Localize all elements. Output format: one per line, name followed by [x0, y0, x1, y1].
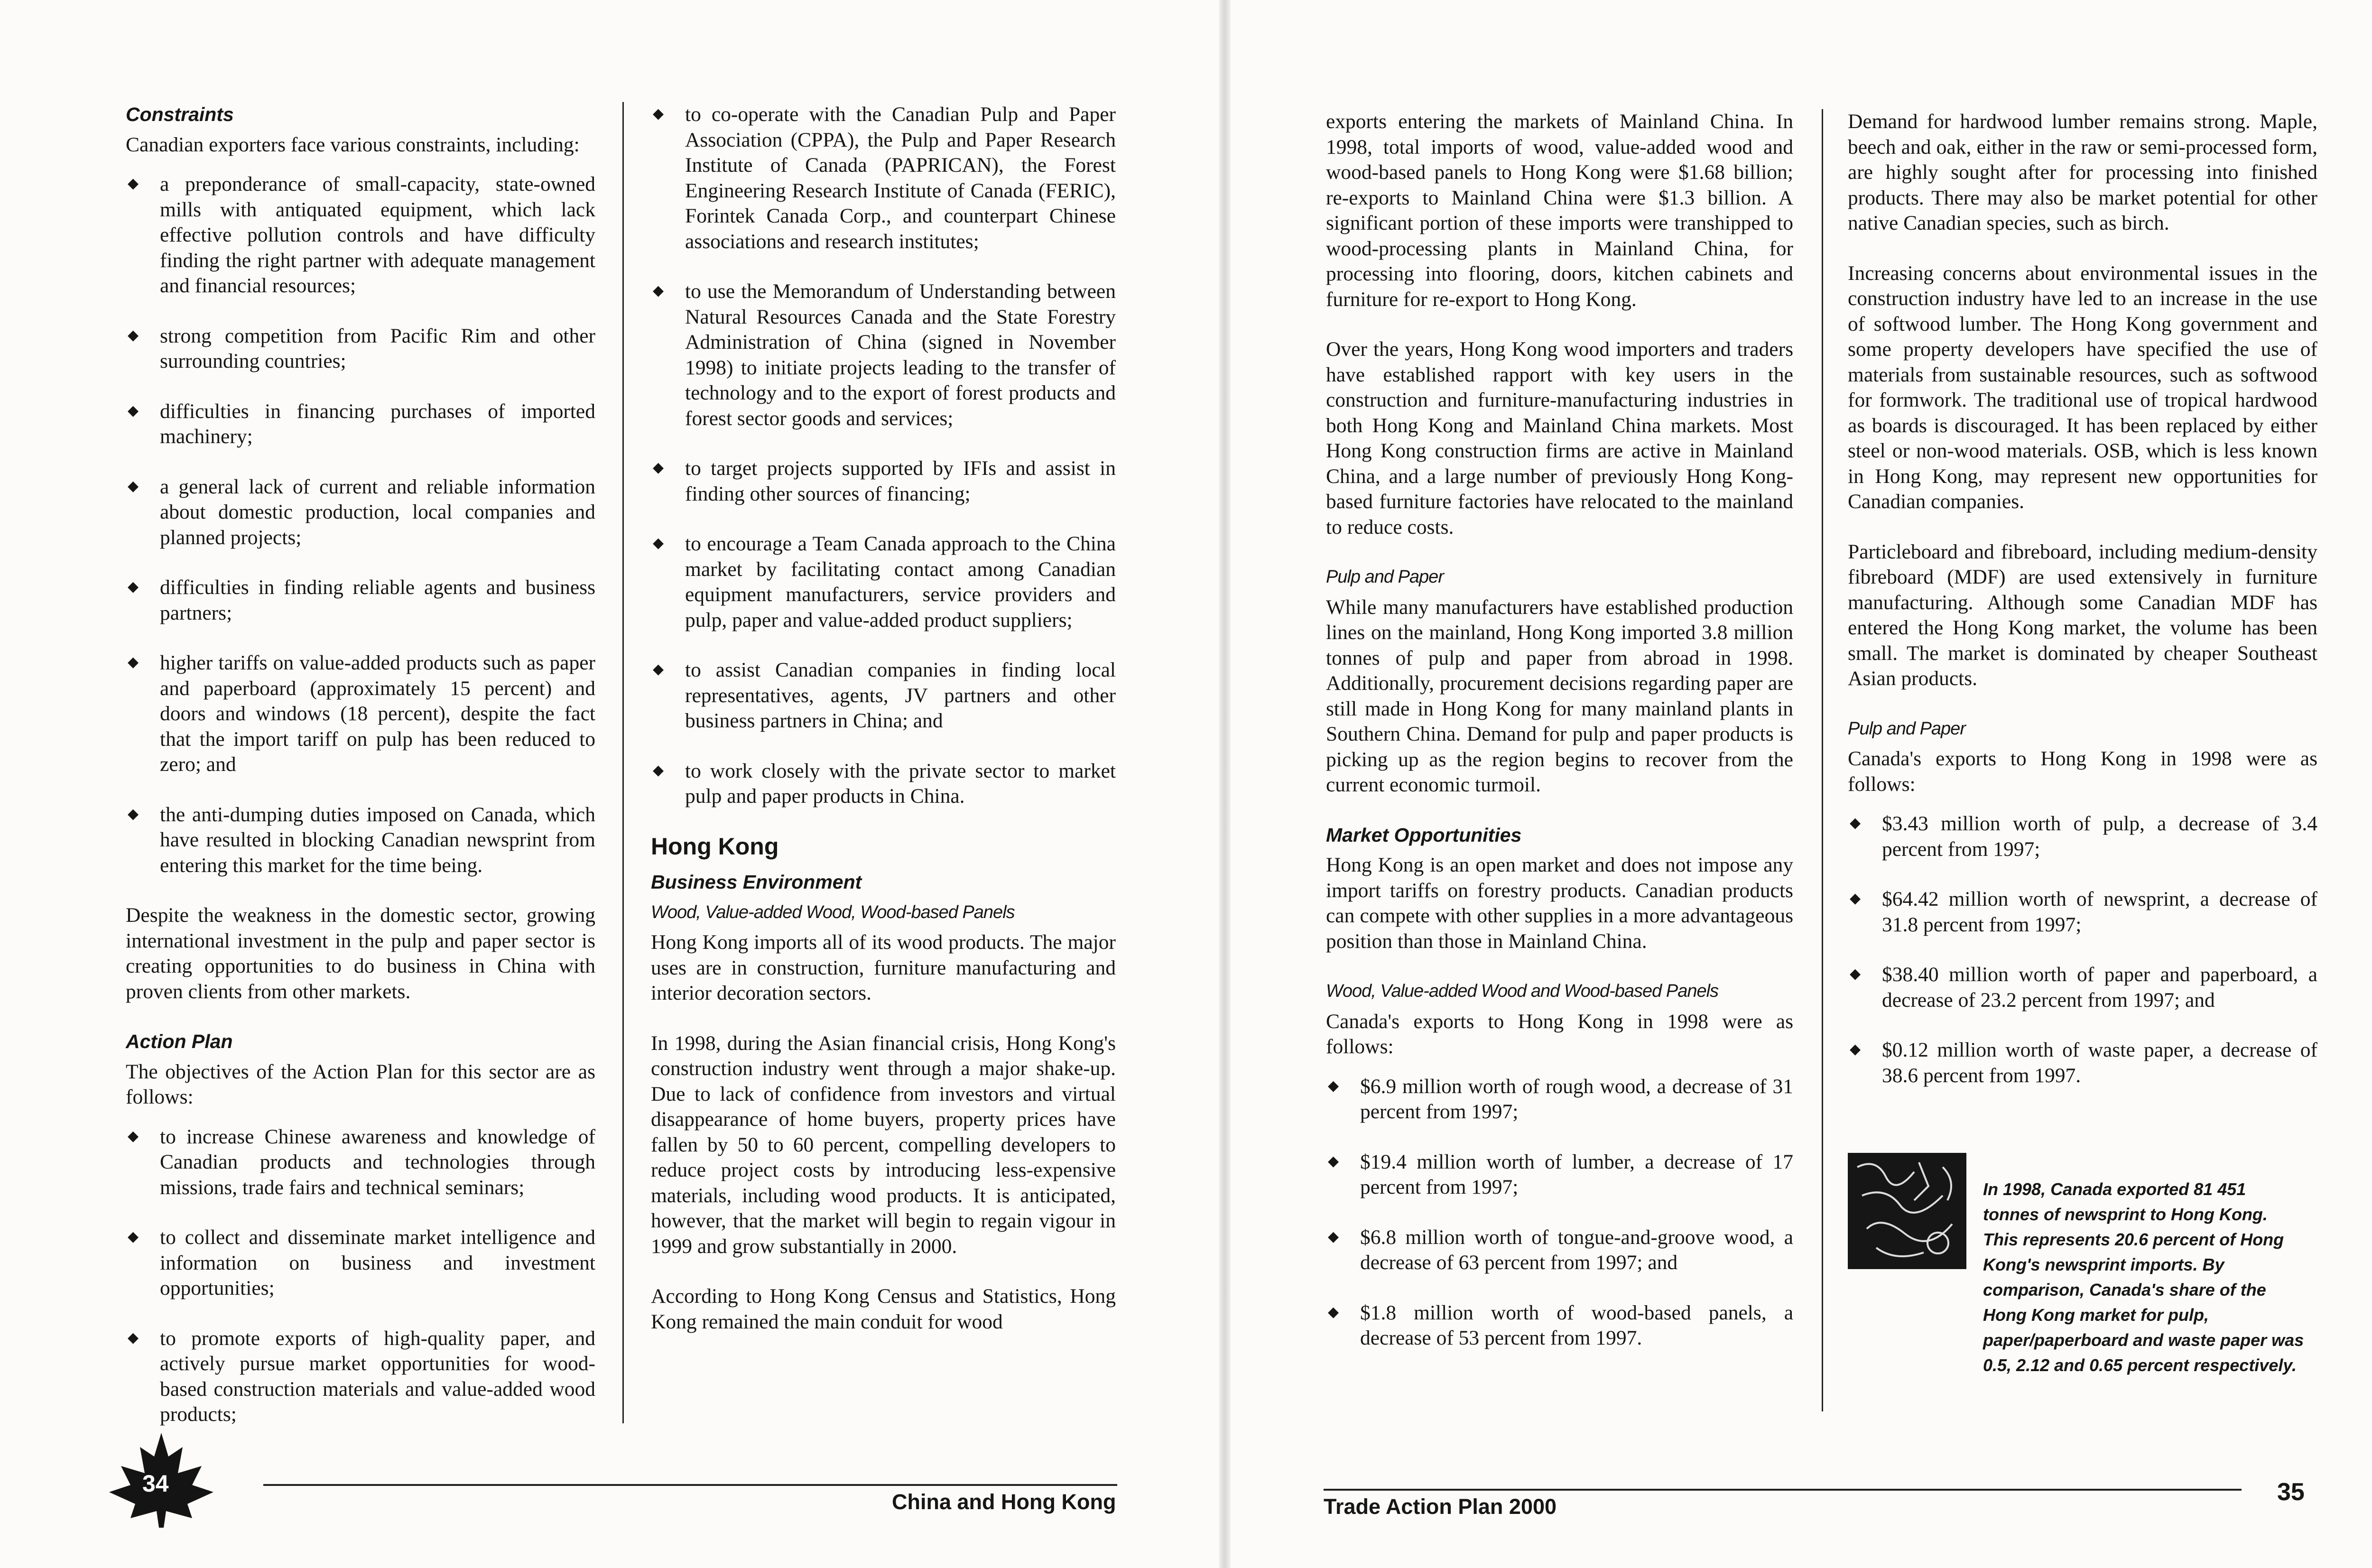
list-item: ◆ to encourage a Team Canada approach to the China market by facilitating contact among Canadian equipment manufacturers, service providers and pulp, paper and value-added product suppliers;: [651, 531, 1116, 633]
paragraph: Increasing concerns about environmental issues in the construction industry have led to an increase in the use of softwood lumber. The Hong Kong government and some property developers have specified the use of materials from sustainable resources, such as softwood for formwork. The traditional use of tropical hardwood as boards is discouraged. It has been replaced by either steel or non-wood materials. OSB, which is less known in Hong Kong, may represent new opportunities for Canadian companies.: [1848, 261, 2317, 513]
list-item: ◆ strong competition from Pacific Rim and other surrounding countries;: [126, 324, 595, 374]
bullet-icon: ◆: [1850, 1041, 1861, 1057]
list-item: ◆ a general lack of current and reliable information about domestic production, local companies and planned projects;: [126, 474, 595, 551]
paragraph: Hong Kong is an open market and does not impose any import tariffs on forestry products. Canadian products can compete with other supplies in a more advantageous position than those in Mainland China.: [1326, 854, 1793, 953]
paragraph: According to Hong Kong Census and Statistics, Hong Kong remained the main conduit for wood: [651, 1285, 1116, 1333]
bullet-icon: ◆: [653, 283, 664, 298]
bullet-icon: ◆: [128, 1229, 139, 1244]
action-plan-list: [126, 1124, 595, 1428]
list-item: ◆ $19.4 million worth of lumber, a decrease of 17 percent from 1997;: [1326, 1150, 1793, 1200]
bullet-icon: ◆: [653, 460, 664, 475]
bullet-icon: ◆: [653, 661, 664, 677]
wood-exports-list: [1326, 1074, 1793, 1351]
subheading: Pulp and Paper: [1848, 718, 1965, 739]
paragraph: Over the years, Hong Kong wood importers and traders have established rapport with key users in the construction and furniture-manufacturing industries in both Hong Kong and Mainland China markets. Most Hong Kong construction firms are active in Mainland China, and a large number of previously Hong Kong-based furniture factories have relocated to the mainland to reduce costs.: [1326, 338, 1793, 538]
bullet-icon: ◆: [1328, 1228, 1339, 1244]
page-number-right: 35: [2277, 1478, 2305, 1506]
bullet-icon: ◆: [1850, 815, 1861, 831]
bullet-icon: ◆: [1328, 1077, 1339, 1094]
column-divider: [622, 102, 624, 1423]
list-item: ◆ $3.43 million worth of pulp, a decrease of 3.4 percent from 1997;: [1848, 811, 2317, 862]
section-title: Hong Kong: [651, 833, 779, 860]
bullet-icon: ◆: [653, 762, 664, 778]
page-gutter: [1219, 0, 1231, 1568]
list-item: ◆ to use the Memorandum of Understanding between Natural Resources Canada and the State Forestry Administration of China (signed in November 1998) to initiate projects leading to the transfer of technology and to the export of forest products and forest sector goods and services;: [651, 279, 1116, 431]
bullet-icon: ◆: [128, 402, 139, 418]
page-number-left: 34: [142, 1470, 169, 1497]
list-item: ◆ $6.9 million worth of rough wood, a decrease of 31 percent from 1997;: [1326, 1074, 1793, 1125]
right-column-2: [1848, 109, 2317, 1113]
footer-title-right: Trade Action Plan 2000: [1324, 1494, 1557, 1519]
bullet-icon: ◆: [653, 535, 664, 551]
bullet-icon: ◆: [128, 327, 139, 343]
list-item: ◆ difficulties in finding reliable agents and business partners;: [126, 575, 595, 626]
column-divider: [1822, 109, 1823, 1411]
list-item: ◆ $1.8 million worth of wood-based panels, a decrease of 53 percent from 1997.: [1326, 1300, 1793, 1351]
bullet-icon: ◆: [128, 579, 139, 594]
left-column-2: [651, 102, 1116, 1359]
subheading: Pulp and Paper: [1326, 567, 1444, 587]
list-item: ◆ to increase Chinese awareness and knowledge of Canadian products and technologies through missions, trade fairs and technical seminars;: [126, 1124, 595, 1201]
bullet-icon: ◆: [1850, 891, 1861, 906]
bullet-icon: ◆: [128, 176, 139, 191]
pulp-exports-list: [1848, 811, 2317, 1088]
list-item: ◆ the anti-dumping duties imposed on Canada, which have resulted in blocking Canadian newsprint from entering this market for the time being.: [126, 802, 595, 879]
constraints-list: [126, 172, 595, 878]
bullet-icon: ◆: [128, 654, 139, 670]
paragraph: While many manufacturers have established production lines on the mainland, Hong Kong imported 3.8 million tonnes of pulp and paper from abroad in 1998. Additionally, procurement decisions regarding paper are still made in Hong Kong for many mainland plants in Southern China. Demand for pulp and paper products is picking up as the region begins to recover from the current economic turmoil.: [1326, 595, 1793, 796]
bullet-icon: ◆: [128, 1128, 139, 1144]
business-environment-heading: Business Environment: [651, 871, 862, 893]
bullet-icon: ◆: [1850, 966, 1861, 982]
footer-rule-right: [1324, 1489, 2242, 1491]
paragraph: In 1998, during the Asian financial crisis, Hong Kong's construction industry went through a major shake-up. Due to lack of confidence from investors and virtual disappearance of home buyers, property prices have fallen by 50 to 60 percent, compelling developers to reduce project costs by introducing less-expensive materials, including wood products. It is anticipated, however, that the market will begin to regain vigour in 1999 and grow substantially in 2000.: [651, 1031, 1116, 1258]
list-item: ◆ to collect and disseminate market intelligence and information on business and investment opportunities;: [126, 1225, 595, 1301]
list-item: ◆ difficulties in financing purchases of imported machinery;: [126, 399, 595, 450]
list-item: ◆ to assist Canadian companies in finding local representatives, agents, JV partners and other business partners in China; and: [651, 658, 1116, 734]
bullet-icon: ◆: [128, 1329, 139, 1345]
subheading: Wood, Value-added Wood and Wood-based Panels: [1326, 981, 1719, 1001]
paragraph: Despite the weakness in the domestic sector, growing international investment in the pulp and paper sector is creating opportunities to do business in China with proven clients from other markets.: [126, 904, 595, 1003]
paragraph: exports entering the markets of Mainland China. In 1998, total imports of wood, value-added wood and wood-based panels to Hong Kong were $1.68 billion; re-exports to Mainland China were $1.3 billion. A significant portion of these imports were transhipped to wood-processing plants in Mainland China, for processing into flooring, doors, kitchen cabinets and furniture for re-export to Hong Kong.: [1326, 110, 1793, 311]
subheading: Wood, Value-added Wood, Wood-based Panels: [651, 902, 1015, 922]
list-item: ◆ to target projects supported by IFIs and assist in finding other sources of financing;: [651, 456, 1116, 507]
market-opportunities-heading: Market Opportunities: [1326, 824, 1522, 846]
bullet-icon: ◆: [1328, 1153, 1339, 1169]
list-item: ◆ to work closely with the private sector to market pulp and paper products in China.: [651, 759, 1116, 809]
paragraph: Hong Kong imports all of its wood products. The major uses are in construction, furniture manufacturing and interior decoration sectors.: [651, 931, 1116, 1004]
list-item: ◆ a preponderance of small-capacity, state-owned mills with antiquated equipment, which lack effective pollution controls and have difficulty finding the right partner with adequate management and financial resources;: [126, 172, 595, 299]
action-plan-heading: Action Plan: [126, 1030, 233, 1052]
footer-title-left: China and Hong Kong: [892, 1490, 1116, 1514]
exports-intro: Canada's exports to Hong Kong in 1998 were as follows:: [1848, 747, 2317, 796]
left-column-1: [126, 102, 595, 1452]
bullet-icon: ◆: [128, 478, 139, 494]
exports-intro: Canada's exports to Hong Kong in 1998 were as follows:: [1326, 1010, 1793, 1058]
list-item: ◆ $0.12 million worth of waste paper, a decrease of 38.6 percent from 1997.: [1848, 1038, 2317, 1088]
callout-note: In 1998, Canada exported 81 451 tonnes of newsprint to Hong Kong. This represents 20.6 percent of Hong Kong's newsprint imports. By comparison, Canada's share of the Hong Kong market for pulp, paper/paperboard and waste paper was 0.5, 2.12 and 0.65 percent respectively.: [1983, 1179, 2304, 1375]
right-column-1: [1326, 109, 1793, 1376]
bullet-icon: ◆: [1328, 1304, 1339, 1320]
list-item: ◆ $64.42 million worth of newsprint, a decrease of 31.8 percent from 1997;: [1848, 887, 2317, 937]
constraints-intro: Canadian exporters face various constraints, including:: [126, 133, 580, 156]
bullet-icon: ◆: [128, 806, 139, 822]
list-item: ◆ $38.40 million worth of paper and paperboard, a decrease of 23.2 percent from 1997; and: [1848, 962, 2317, 1013]
list-item: ◆ $6.8 million worth of tongue-and-groove wood, a decrease of 63 percent from 1997; and: [1326, 1225, 1793, 1276]
constraints-heading: Constraints: [126, 103, 234, 125]
action-plan-list-continued: [651, 102, 1116, 809]
paragraph: Particleboard and fibreboard, including medium-density fibreboard (MDF) are used extensively in furniture manufacturing. Although some Canadian MDF has entered the Hong Kong market, the volume has been small. The market is dominated by cheaper Southeast Asian products.: [1848, 540, 2317, 690]
bullet-icon: ◆: [653, 106, 664, 121]
list-item: ◆ to co-operate with the Canadian Pulp and Paper Association (CPPA), the Pulp and Paper Research Institute of Canada (PAPRICAN), the Forest Engineering Research Institute of Canada (FERIC), Forintek Canada Corp., and counterpart Chinese associations and research institutes;: [651, 102, 1116, 254]
decorative-pattern-image: [1848, 1153, 1966, 1269]
paragraph: Demand for hardwood lumber remains strong. Maple, beech and oak, either in the raw or semi-processed form, are highly sought after for processing into finished products. There may also be market potential for other native Canadian species, such as birch.: [1848, 110, 2317, 234]
list-item: ◆ to promote exports of high-quality paper, and actively pursue market opportunities for wood-based construction materials and value-added wood products;: [126, 1326, 595, 1428]
footer-rule-left: [263, 1484, 1117, 1486]
action-plan-intro: The objectives of the Action Plan for this sector are as follows:: [126, 1060, 595, 1108]
list-item: ◆ higher tariffs on value-added products such as paper and paperboard (approximately 15 percent) and doors and windows (18 percent), despite the fact that the import tariff on pulp has been reduced to zero; and: [126, 650, 595, 778]
